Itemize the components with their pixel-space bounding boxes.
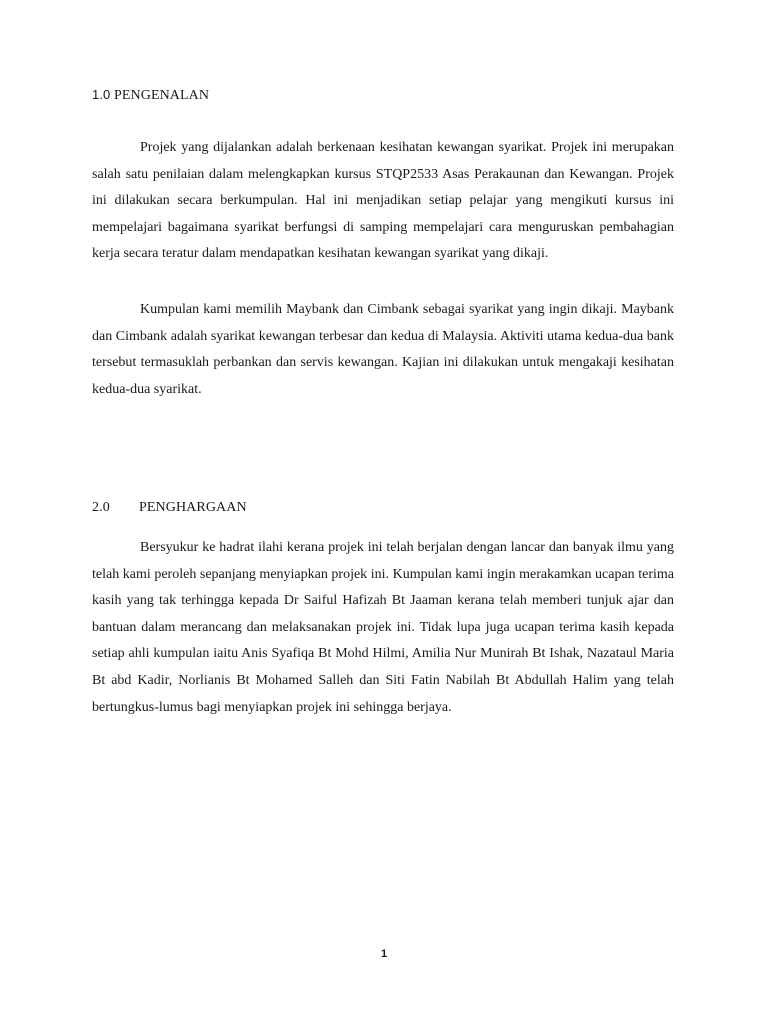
section-heading-acknowledgement [92, 500, 247, 516]
section-heading-introduction [92, 87, 209, 104]
section-number: 2.0 [92, 500, 110, 515]
acknowledgement-paragraph: Bersyukur ke hadrat ilahi kerana projek ini telah berjalan dengan lancar dan banyak ilmu yang telah kami peroleh sepanjang menyiapkan projek ini. Kumpulan kami ingin merakamkan ucapan terima kasih yang tak terhingga kepada Dr Saiful Hafizah Bt Jaaman kerana telah memberi tunjuk ajar dan bantuan dalam merancang dan melaksanakan projek ini. Tidak lupa juga ucapan terima kasih kepada setiap ahli kumpulan iaitu Anis Syafiqa Bt Mohd Hilmi, Amilia Nur Munirah Bt Ishak, Nazataul Maria Bt abd Kadir, Norlianis Bt Mohamed Salleh dan Siti Fatin Nabilah Bt Abdullah Halim yang telah bertungkus-lumus bagi menyiapkan projek ini sehingga berjaya. [92, 540, 674, 715]
page-number: 1 [380, 948, 388, 960]
section-number: 1.0 [92, 87, 111, 102]
section-title: PENGENALAN [113, 88, 210, 103]
introduction-paragraph-2: Kumpulan kami memilih Maybank dan Cimbank sebagai syarikat yang ingin dikaji. Maybank dan Cimbank adalah syarikat kewangan terbesar dan kedua di Malaysia. Aktiviti utama kedua-dua bank tersebut termasuklah perbankan dan servis kewangan. Kajian ini dilakukan untuk mengakaji kesihatan kedua-dua syarikat. [92, 302, 674, 397]
section-title: PENGHARGAAN [139, 500, 247, 515]
introduction-paragraph-1: Projek yang dijalankan adalah berkenaan kesihatan kewangan syarikat. Projek ini merupakan salah satu penilaian dalam melengkapkan kursus STQP2533 Asas Perakaunan dan Kewangan. Projek ini dilakukan secara berkumpulan. Hal ini menjadikan setiap pelajar yang mengikuti kursus ini mempelajari bagaimana syarikat berfungsi di samping mempelajari cara menguruskan pembahagian kerja secara teratur dalam mendapatkan kesihatan kewangan syarikat yang dikaji. [92, 140, 674, 262]
